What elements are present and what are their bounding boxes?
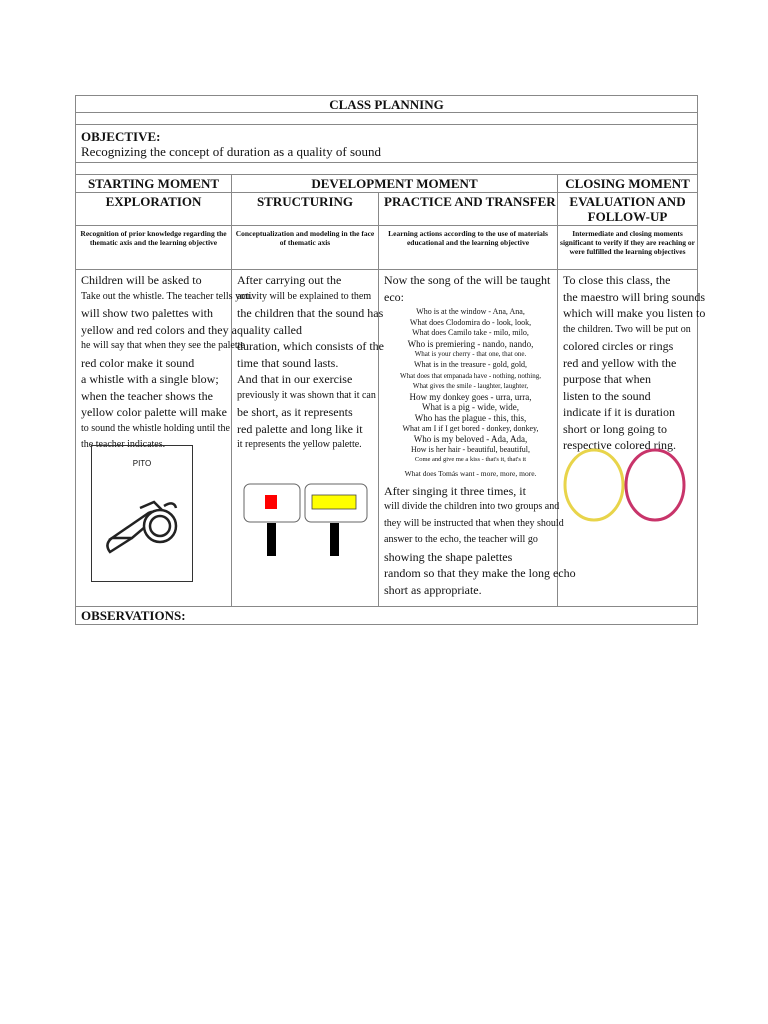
practice-after-line: After singing it three times, it <box>384 483 526 498</box>
structuring-line: duration, which consists of the <box>237 339 384 353</box>
observations-label: OBSERVATIONS: <box>75 607 698 625</box>
whistle-icon <box>92 446 192 581</box>
song-line: What does that empanada have - nothing, nothing, <box>400 371 541 380</box>
evaluation-line: purpose that when <box>563 372 651 386</box>
song-line: What does Camilo take - milo, milo, <box>412 328 529 338</box>
closing-moment-header: CLOSING MOMENT <box>565 176 690 191</box>
moments-row <box>75 175 698 193</box>
colored-rings-image <box>563 445 688 525</box>
song-line: What does Clodomira do - look, look, <box>409 317 532 327</box>
evaluation-line: To close this class, the <box>563 273 671 287</box>
song-line: What is your cherry - that one, that one. <box>414 350 527 359</box>
structuring-line: After carrying out the <box>237 273 342 287</box>
exploration-line: when the teacher shows the <box>81 388 213 403</box>
song-line: How is her hair - beautiful, beautiful, <box>410 444 531 454</box>
exploration-description: Recognition of prior knowledge regarding the thematic axis and the learning objective <box>76 226 232 269</box>
practice-description: Learning actions according to the use of materials educational and the learning objective <box>379 226 558 269</box>
song-line: How my donkey goes - urra, urra, <box>409 391 532 402</box>
exploration-line: Take out the whistle. The teacher tells you. <box>81 290 253 302</box>
song-line: Come and give me a kiss - that's it, that's it <box>414 456 527 464</box>
practice-after-line: will divide the children into two groups and <box>384 501 560 512</box>
structuring-content <box>232 270 384 606</box>
objective-label: OBJECTIVE: <box>81 129 161 144</box>
evaluation-line: short or long going to <box>563 421 667 436</box>
exploration-line: yellow color palette will make <box>81 405 227 419</box>
practice-after-line: showing the shape palettes <box>384 549 513 564</box>
structuring-line: be short, as it represents <box>237 405 353 419</box>
structuring-line: red palette and long like it <box>237 421 363 436</box>
table-title: CLASS PLANNING <box>75 95 698 113</box>
stages-row <box>75 193 698 226</box>
evaluation-line: listen to the sound <box>563 388 651 403</box>
objective-text: Recognizing the concept of duration as a quality of sound <box>81 144 382 159</box>
structuring-description: Conceptualization and modeling in the face of thematic axis <box>232 226 379 269</box>
structuring-line: And that in our exercise <box>237 372 353 386</box>
structuring-header: STRUCTURING <box>232 193 379 225</box>
song-lyrics <box>384 305 557 480</box>
song-line: Who is premiering - nando, nando, <box>407 338 534 349</box>
yellow-palette-bar <box>312 495 356 509</box>
evaluation-line: respective colored ring. <box>563 438 676 452</box>
song-line: What am I if I get bored - donkey, donkey, <box>402 423 539 433</box>
class-planning-table <box>75 95 706 625</box>
practice-after-line: they will be instructed that when they should <box>384 517 564 529</box>
exploration-line: the teacher indicates. <box>81 439 166 450</box>
evaluation-content <box>558 270 706 606</box>
red-ring <box>626 450 684 520</box>
song-line: Who is at the window - Ana, Ana, <box>416 307 525 316</box>
structuring-line: the children that the sound has <box>237 306 384 320</box>
exploration-content <box>76 270 253 606</box>
evaluation-line: red and yellow with the <box>563 355 677 370</box>
exploration-line: he will say that when they see the palette <box>81 340 245 351</box>
blank-row <box>75 113 698 125</box>
evaluation-line: which will make you listen to <box>563 306 706 320</box>
song-line: What is a pig - wide, wide, <box>422 402 519 413</box>
exploration-line: a whistle with a single blow; <box>81 372 219 386</box>
exploration-line: to sound the whistle holding until the <box>81 422 230 434</box>
evaluation-line: the maestro will bring sounds <box>563 289 705 304</box>
structuring-line: it represents the yellow palette. <box>237 439 362 450</box>
content-row <box>75 270 706 607</box>
evaluation-description: Intermediate and closing moments significant to verify if they are reaching or were fulfilled the learning objectives <box>560 229 695 256</box>
evaluation-line: indicate if it is duration <box>563 405 675 419</box>
blank-row <box>75 163 698 175</box>
evaluation-line: colored circles or rings <box>563 339 674 353</box>
exploration-line: yellow and red colors and they a <box>81 322 237 337</box>
song-line: What gives the smile - laughter, laughter, <box>412 382 529 391</box>
starting-moment-header: STARTING MOMENT <box>76 175 232 192</box>
red-palette-handle <box>267 523 276 556</box>
practice-header: PRACTICE AND TRANSFER <box>379 193 558 225</box>
whistle-caption: PITO <box>132 459 152 468</box>
descriptions-row <box>75 226 698 270</box>
structuring-line: activity will be explained to them <box>237 290 372 302</box>
practice-after-line: answer to the echo, the teacher will go <box>384 534 538 545</box>
yellow-palette-handle <box>330 523 339 556</box>
structuring-line: previously it was shown that it can <box>237 389 376 401</box>
song-line: What does Tomás want - more, more, more. <box>404 468 537 478</box>
exploration-line: red color make it sound <box>81 355 195 370</box>
practice-intro-line: eco: <box>384 289 404 304</box>
objective-section <box>75 125 698 163</box>
structuring-line: time that sound lasts. <box>237 355 339 370</box>
whistle-image <box>91 445 193 582</box>
practice-intro-line: Now the song of the will be taught <box>384 273 551 287</box>
exploration-line: Children will be asked to <box>81 273 202 287</box>
development-moment-header: DEVELOPMENT MOMENT <box>232 175 558 192</box>
practice-after-line: random so that they make the long echo <box>384 566 576 580</box>
structuring-line: quality called <box>237 322 302 337</box>
evaluation-line: the children. Two will be put on <box>563 323 691 335</box>
evaluation-header: EVALUATION AND FOLLOW-UP <box>569 194 686 224</box>
song-line: What is in the treasure - gold, gold, <box>413 359 528 369</box>
practice-after-line: short as appropriate. <box>384 582 482 597</box>
song-line: Who is my beloved - Ada, Ada, <box>413 434 528 445</box>
exploration-header: EXPLORATION <box>76 193 232 225</box>
song-line: Who has the plague - this, this, <box>414 412 527 423</box>
red-palette-square <box>265 495 277 509</box>
yellow-ring <box>565 450 623 520</box>
palettes-image <box>243 483 368 573</box>
exploration-line: will show two palettes with <box>81 306 213 320</box>
practice-content <box>379 270 576 606</box>
